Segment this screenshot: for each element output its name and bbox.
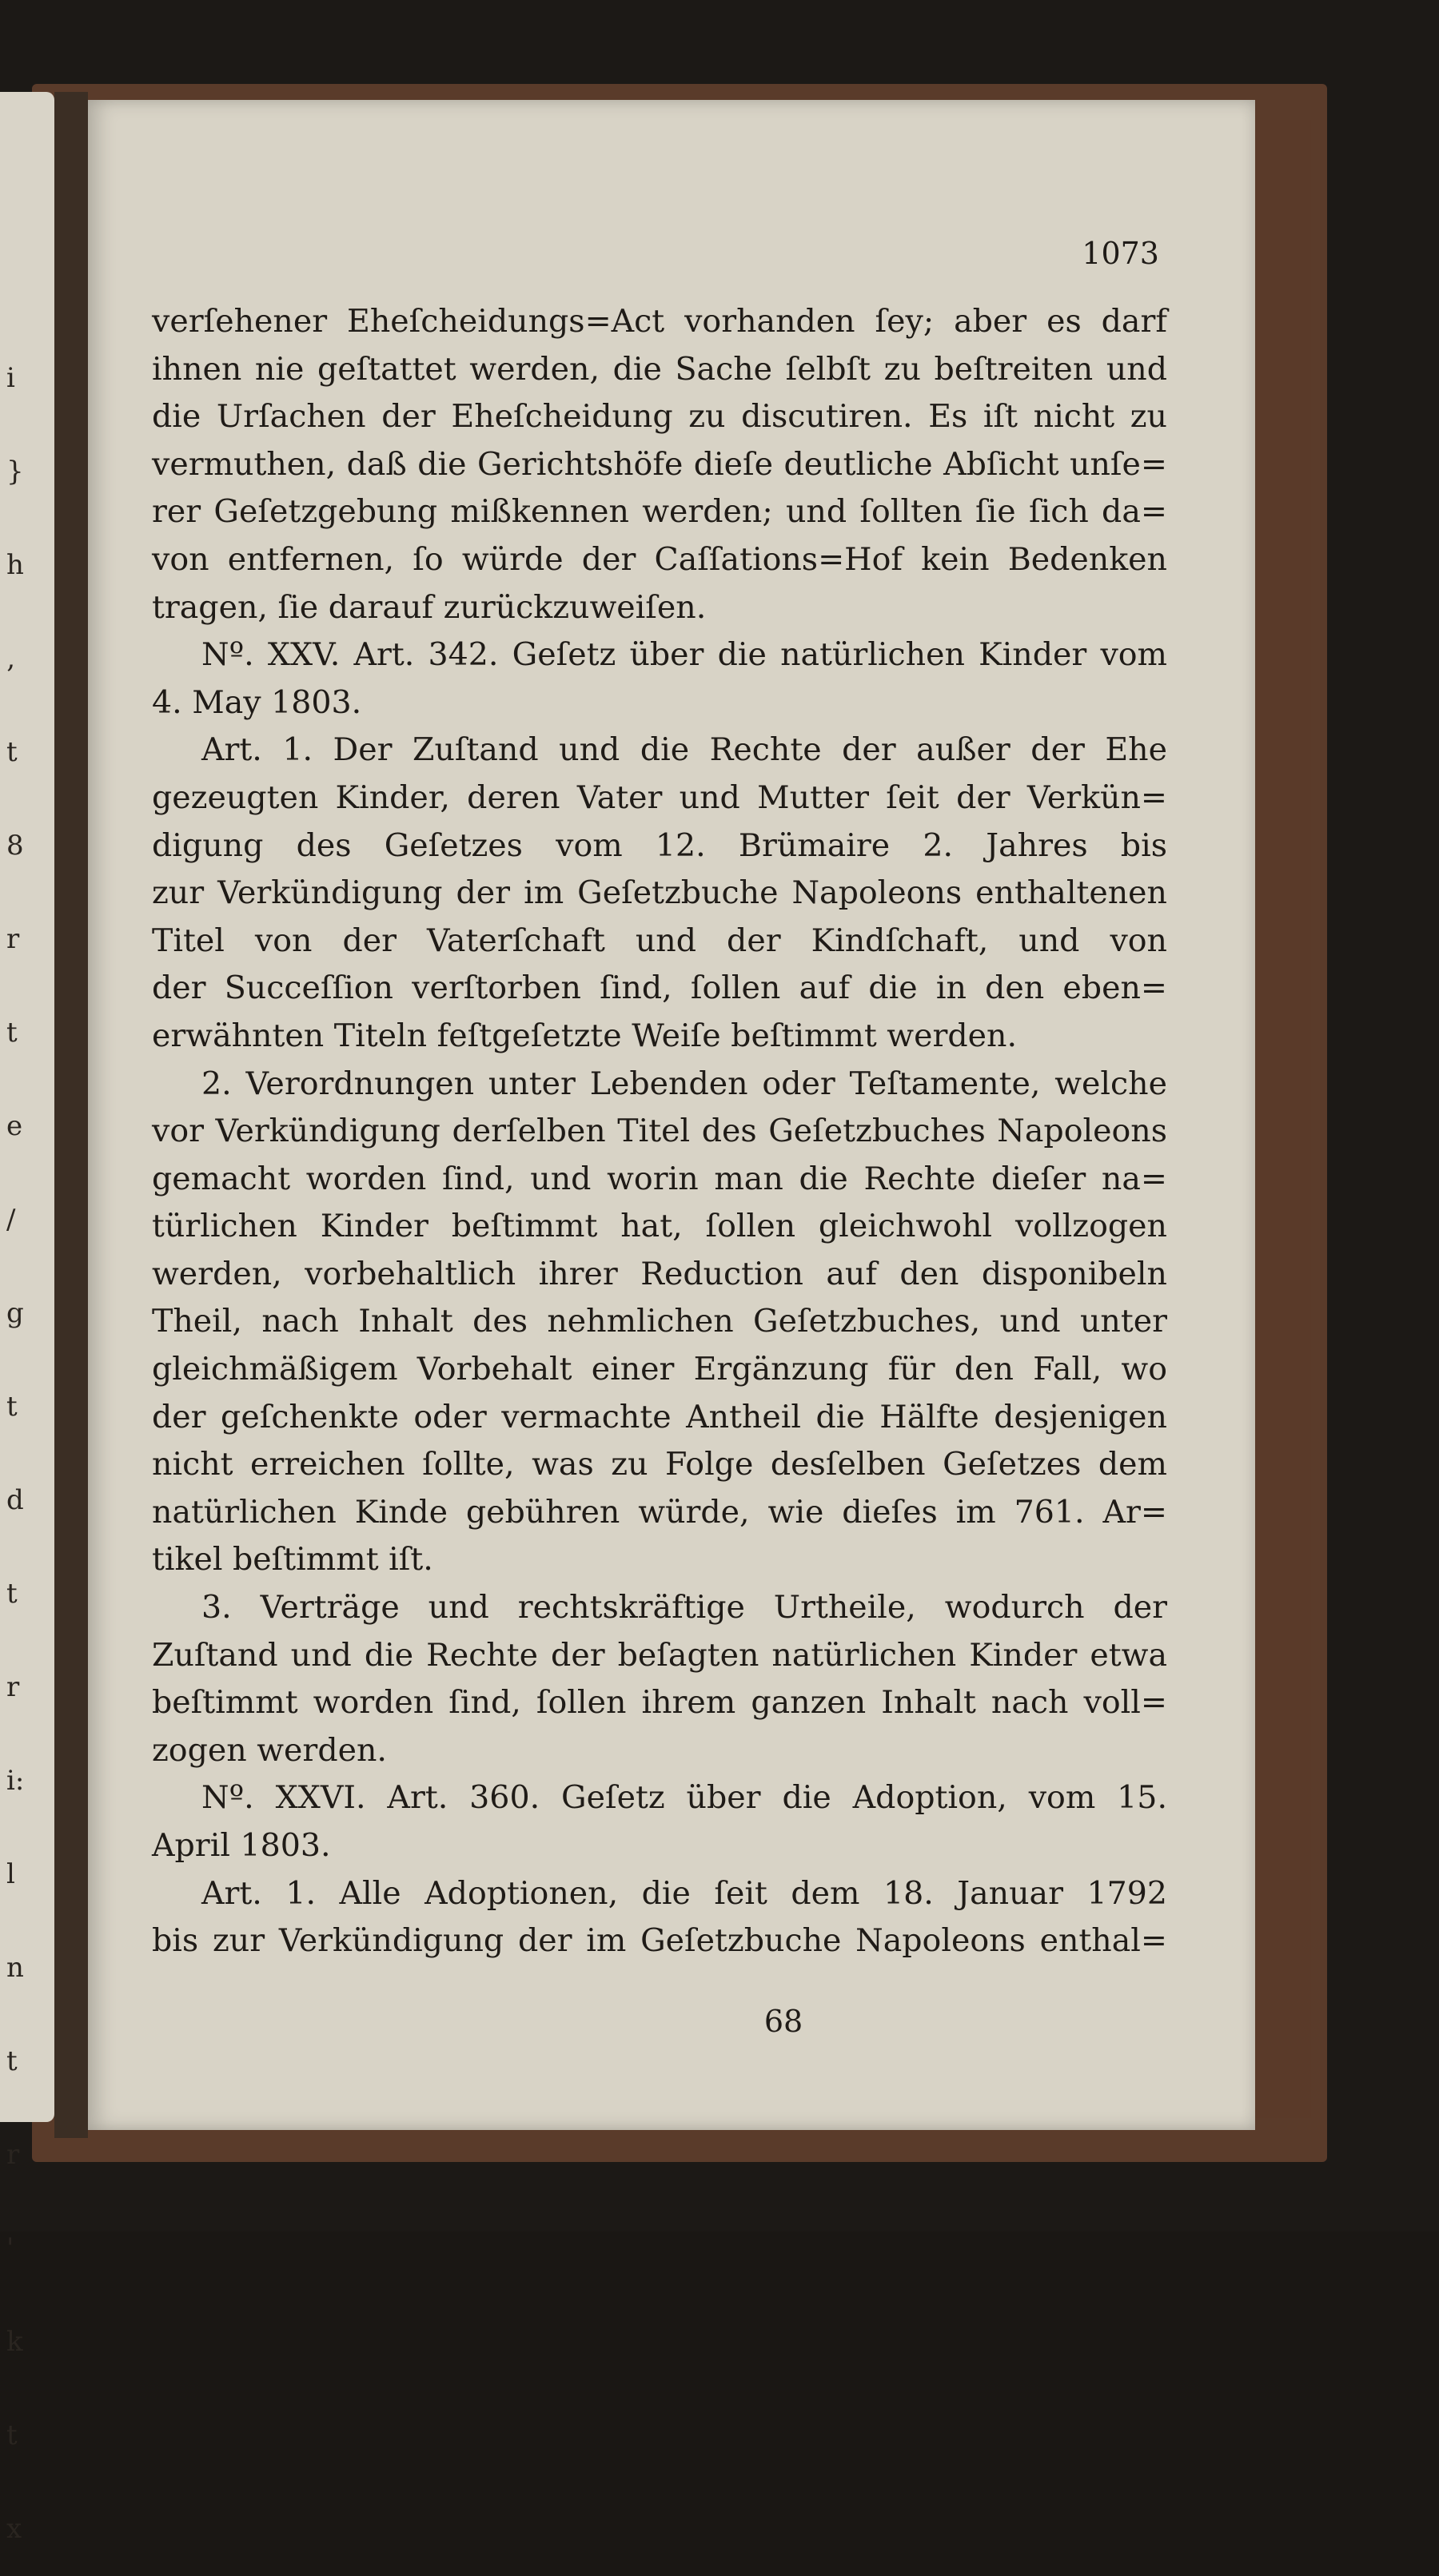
left-page-fragment: r <box>6 923 20 955</box>
left-page-fragment: k <box>6 2326 23 2358</box>
text-line: von entfernen, ſo würde der Caſſations=Hof kein Bedenken <box>152 540 1167 578</box>
left-page-fragment: t <box>6 2045 18 2077</box>
text-line: 3. Verträge und rechtskräftige Urtheile, wodurch der <box>201 1589 1167 1626</box>
text-line: Art. 1. Alle Adoptionen, die ſeit dem 18. Januar 1792 <box>201 1874 1167 1912</box>
text-line: zur Verkündigung der im Geſetzbuche Napoleons enthaltenen <box>152 874 1167 912</box>
text-line: der geſchenkte oder vermachte Antheil die Hälfte desjenigen <box>152 1398 1167 1435</box>
text-line: Titel von der Vaterſchaft und der Kindſchaft, und von <box>152 922 1167 959</box>
left-page-fragment: r <box>6 2139 20 2171</box>
text-line: vermuthen, daß die Gerichtshöfe dieſe deutliche Abſicht unſe= <box>152 445 1167 483</box>
text-line: April 1803. <box>152 1827 331 1864</box>
left-page-fragment: l <box>6 1858 15 1890</box>
text-line: rer Geſetzgebung mißkennen werden; und ſollten ſie ſich da= <box>152 493 1167 531</box>
left-page-fragment: ‚ <box>6 643 15 675</box>
left-page-fragment: i <box>6 362 15 394</box>
text-line: Art. 1. Der Zuſtand und die Rechte der außer der Ehe <box>201 731 1167 769</box>
left-page-fragment: h <box>6 549 24 581</box>
heading-law-xxv <box>152 631 1167 727</box>
text-line: gleichmäßigem Vorbehalt einer Ergänzung für den Fall, wo <box>152 1351 1167 1388</box>
left-page-fragment: n <box>6 1952 24 1984</box>
article-3-natural-children <box>152 1584 1167 1774</box>
left-page-fragment: / <box>6 1204 16 1236</box>
left-page-fragment: t <box>6 1391 18 1423</box>
text-line: tragen, ſie darauf zurückzuweiſen. <box>152 588 707 626</box>
left-page-fragment: d <box>6 1484 24 1516</box>
text-line: digung des Geſetzes vom 12. Brümaire 2. Jahres bis <box>152 826 1167 864</box>
article-2-natural-children <box>152 1061 1167 1585</box>
left-page-fragment: e <box>6 1110 23 1142</box>
book-page <box>88 100 1255 2130</box>
left-page-text-fragments <box>6 332 38 2576</box>
heading-law-xxvi <box>152 1774 1167 1869</box>
text-line: verſehener Eheſcheidungs=Act vorhanden ſey; aber es darf <box>152 303 1167 340</box>
text-line: gezeugten Kinder, deren Vater und Mutter ſeit der Verkün= <box>152 778 1167 816</box>
left-page-fragment: g <box>6 1297 24 1329</box>
article-1-natural-children <box>152 727 1167 1060</box>
text-line: werden, vorbehaltlich ihrer Reduction auf den disponibeln <box>152 1255 1167 1292</box>
text-line: Theil, nach Inhalt des nehmlichen Geſetzbuches, und unter <box>152 1303 1167 1340</box>
left-page-edge <box>0 92 54 2545</box>
left-page-fragment: t <box>6 1578 18 1610</box>
book-gutter <box>54 92 88 2138</box>
page-text <box>152 298 1167 1965</box>
text-line: nicht erreichen ſollte, was zu Folge desſelben Geſetzes dem <box>152 1446 1167 1483</box>
left-page-fragment: x <box>6 2513 22 2545</box>
text-line: ihnen nie geſtattet werden, die Sache ſelbſt zu beſtreiten und <box>152 350 1167 388</box>
text-line: türlichen Kinder beſtimmt hat, ſollen gleichwohl vollzogen <box>152 1208 1167 1245</box>
article-1-adoption <box>152 1870 1167 1965</box>
text-line: beſtimmt worden ſind, ſollen ihrem ganzen Inhalt nach voll= <box>152 1684 1167 1722</box>
text-line: erwähnten Titeln feſtgeſetzte Weiſe beſtimmt werden. <box>152 1017 1018 1054</box>
left-page-fragment: i: <box>6 1765 25 1797</box>
text-line: natürlichen Kinde gebühren würde, wie dieſes im 761. Ar= <box>152 1493 1167 1531</box>
text-line: der Succeſſion verſtorben ſind, ſollen auf die in den eben= <box>152 969 1167 1007</box>
text-line: 2. Verordnungen unter Lebenden oder Teſtamente, welche <box>201 1065 1167 1102</box>
page-number: 1073 <box>1082 236 1159 271</box>
text-line: vor Verkündigung derſelben Titel des Geſetzbuches Napoleons <box>152 1113 1167 1150</box>
left-page-fragment: 8 <box>6 830 24 862</box>
right-page-edges <box>1255 120 1311 2118</box>
text-line: Nº. XXVI. Art. 360. Geſetz über die Adoption, vom 15. <box>201 1779 1167 1817</box>
left-page-fragment: ' <box>6 2232 14 2264</box>
text-line: Zuſtand und die Rechte der beſagten natürlichen Kinder etwa <box>152 1636 1167 1674</box>
text-line: gemacht worden ſind, und worin man die Rechte dieſer na= <box>152 1160 1167 1197</box>
text-line: tikel beſtimmt iſt. <box>152 1541 433 1579</box>
paragraph-divorce-continuation <box>152 298 1167 631</box>
text-line: Nº. XXV. Art. 342. Geſetz über die natürlichen Kinder vom <box>201 636 1167 674</box>
left-page-fragment: t <box>6 736 18 768</box>
text-line: 4. May 1803. <box>152 683 362 721</box>
signature-mark: 68 <box>763 2004 803 2039</box>
left-page-fragment: r <box>6 1671 20 1703</box>
text-line: die Urſachen der Eheſcheidung zu discutiren. Es iſt nicht zu <box>152 398 1167 436</box>
left-page-fragment: t <box>6 2419 18 2451</box>
text-line: bis zur Verkündigung der im Geſetzbuche Napoleons enthal= <box>152 1922 1167 1960</box>
left-page-fragment: } <box>6 456 24 488</box>
left-page-fragment: t <box>6 1017 18 1049</box>
text-line: zogen werden. <box>152 1731 387 1769</box>
